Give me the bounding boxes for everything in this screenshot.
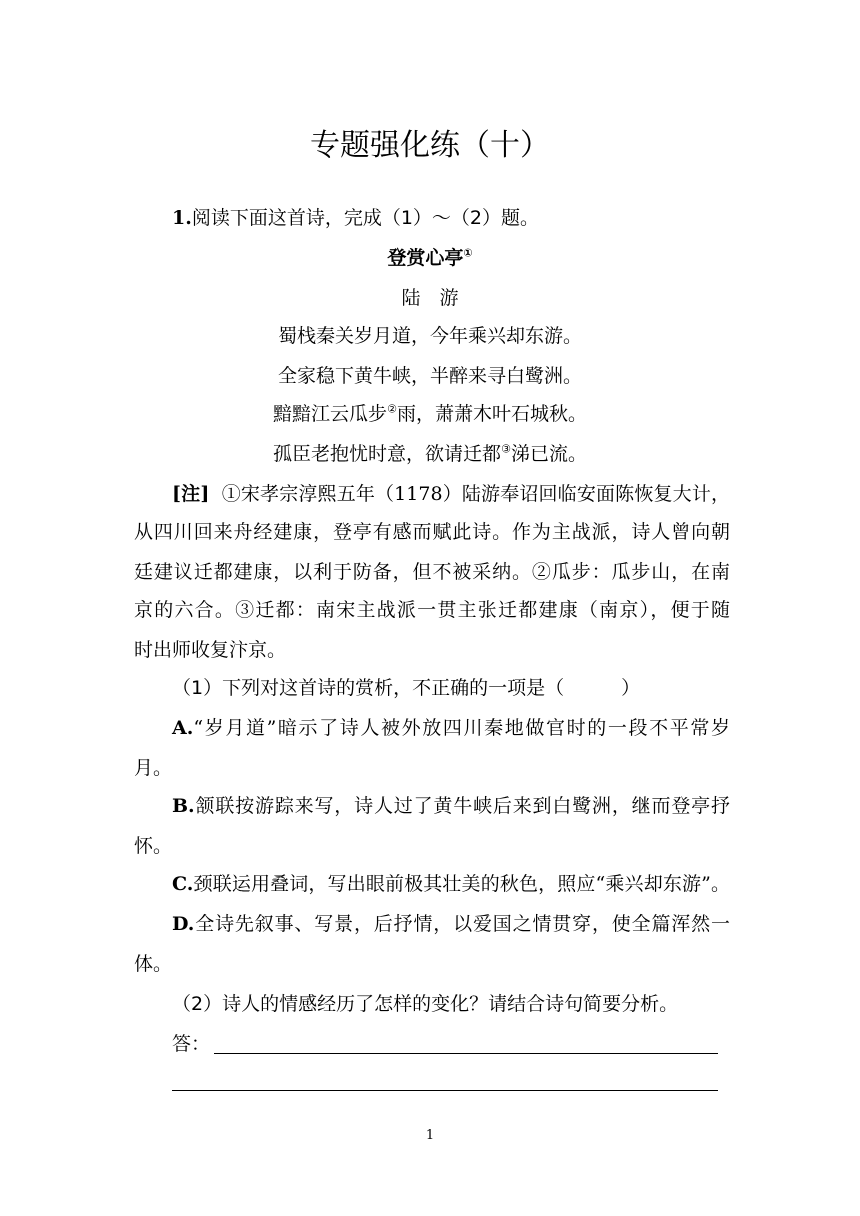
page-title: 专题强化练（十） (310, 128, 550, 163)
poem-author: 陆 游 (401, 287, 459, 309)
sub-question-1-stem: （1）下列对这首诗的赏析，不正确的一项是（ ） (172, 677, 641, 699)
answer-label: 答： (172, 1033, 211, 1055)
poem-line-3-part-b: 雨，萧萧木叶石城秋。 (396, 403, 587, 425)
option-a (172, 716, 730, 740)
poem-line-2: 全家稳下黄牛峡，半醉来寻白鹭洲。 (277, 365, 582, 387)
notes-line-4: 京的六合。③迁都：南宋主战派一贯主张迁都建康（南京），便于随 (134, 599, 730, 621)
poem-line-3-note-mark: ② (387, 402, 397, 416)
poem-line-4-note-mark: ③ (501, 442, 511, 456)
option-b (172, 794, 730, 818)
poem-title-note-mark: ① (463, 246, 473, 260)
notes-line-1 (172, 482, 730, 506)
poem-line-3-part-a: 黯黯江云瓜步 (273, 403, 388, 425)
option-d-label: D. (172, 913, 195, 935)
question-number: 1. (172, 207, 192, 229)
notes-line-2: 从四川回来舟经建康，登亭有感而赋此诗。作为主战派，诗人曾向朝 (134, 521, 730, 543)
notes-label: [注] (172, 483, 210, 505)
option-b-continued: 怀。 (134, 835, 173, 857)
option-b-text: 颔联按游踪来写，诗人过了黄牛峡后来到白鹭洲，继而登亭抒 (194, 795, 730, 817)
option-c-label: C. (172, 873, 194, 895)
option-d-continued: 体。 (134, 953, 173, 975)
notes-line-1-text: ①宋孝宗淳熙五年（1178）陆游奉诏回临安面陈恢复大计， (221, 483, 730, 505)
poem-line-4 (0, 442, 860, 466)
answer-line-1[interactable] (214, 1053, 718, 1054)
option-c (172, 872, 730, 896)
option-a-continued: 月。 (134, 757, 173, 779)
poem-line-4-part-b: 涕已流。 (510, 443, 587, 465)
question-1-prompt (172, 206, 539, 230)
page-number: 1 (425, 1128, 435, 1143)
option-d-text: 全诗先叙事、写景，后抒情，以爱国之情贯穿，使全篇浑然一 (194, 913, 730, 935)
poem-title (0, 246, 860, 270)
poem-title-text: 登赏心亭 (387, 247, 464, 269)
sub-question-2-stem: （2）诗人的情感经历了怎样的变化？请结合诗句简要分析。 (172, 993, 679, 1015)
option-d (172, 912, 730, 936)
question-prompt-text: 阅读下面这首诗，完成（1）～（2）题。 (191, 207, 540, 229)
notes-line-5: 时出师收复汴京。 (134, 639, 287, 661)
option-b-label: B. (172, 795, 195, 817)
poem-line-3 (0, 402, 860, 426)
option-a-text: “岁月道”暗示了诗人被外放四川秦地做官时的一段不平常岁 (193, 717, 730, 739)
notes-line-3: 廷建议迁都建康，以利于防备，但不被采纳。②瓜步：瓜步山，在南 (134, 561, 730, 583)
option-a-label: A. (172, 717, 194, 739)
option-c-text: 颈联运用叠词，写出眼前极其壮美的秋色，照应“乘兴却东游”。 (193, 873, 730, 895)
poem-line-1: 蜀栈秦关岁月道，今年乘兴却东游。 (277, 325, 582, 347)
poem-line-4-part-a: 孤臣老抱忧时意，欲请迁都 (273, 443, 502, 465)
answer-line-2[interactable] (172, 1090, 718, 1091)
